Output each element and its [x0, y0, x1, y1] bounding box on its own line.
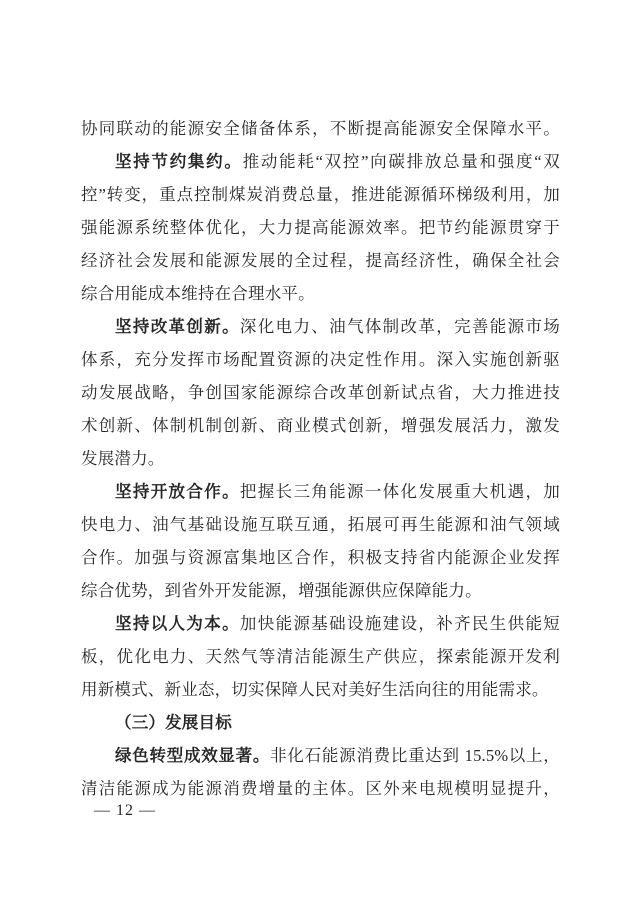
text-line [81, 211, 560, 244]
text-line [81, 574, 560, 607]
text-segment: 合作。加强与资源富集地区合作，积极支持省内能源企业发挥 [81, 548, 560, 567]
text-line [81, 310, 560, 343]
text-segment: 控”转变，重点控制煤炭消费总量，推进能源循环梯级利用，加 [81, 185, 560, 204]
text-line [81, 442, 560, 475]
text-segment: 综合优势，到省外开发能源，增强能源供应保障能力。 [81, 581, 482, 600]
text-segment: 动发展战略，争创国家能源综合改革创新试点省，大力推进技 [81, 383, 560, 402]
text-segment: 协同联动的能源安全储备体系，不断提高能源安全保障水平。 [81, 119, 560, 138]
text-segment: 把握长三角能源一体化发展重大机遇，加 [239, 482, 560, 501]
text-segment: 强能源系统整体优化，大力提高能源效率。把节约能源贯穿于 [81, 218, 560, 237]
text-segment-emphasis: 绿色转型成效显著。 [115, 746, 271, 765]
text-segment: 加快能源基础设施建设，补齐民生供能短 [239, 614, 560, 633]
text-line [81, 343, 560, 376]
text-segment-emphasis: 坚持以人为本。 [115, 614, 240, 633]
document-body [81, 112, 560, 805]
text-line [81, 508, 560, 541]
text-line [81, 409, 560, 442]
page-number: — 12 — [94, 802, 156, 819]
text-line [81, 178, 560, 211]
text-line [81, 541, 560, 574]
text-segment-emphasis: 坚持改革创新。 [115, 317, 240, 336]
text-line [81, 673, 560, 706]
text-segment: 推动能耗“双控”向碳排放总量和强度“双 [242, 152, 560, 171]
text-segment: 用新模式、新业态，切实保障人民对美好生活向往的用能需求。 [81, 680, 549, 699]
text-line [81, 376, 560, 409]
text-segment: 深化电力、油气体制改革，完善能源市场 [239, 317, 560, 336]
text-line [81, 145, 560, 178]
text-segment: 发展潜力。 [81, 449, 165, 468]
text-segment: 术创新、体制机制创新、商业模式创新，增强发展活力，激发 [81, 416, 560, 435]
text-line [81, 607, 560, 640]
text-segment-emphasis: （三）发展目标 [115, 713, 232, 732]
text-segment: 体系，充分发挥市场配置资源的决定性作用。深入实施创新驱 [81, 350, 560, 369]
text-line [81, 244, 560, 277]
text-line [81, 475, 560, 508]
text-segment: 经济社会发展和能源发展的全过程，提高经济性，确保全社会 [81, 251, 560, 270]
text-line [81, 706, 560, 739]
text-line [81, 112, 560, 145]
text-line [81, 277, 560, 310]
text-segment: 非化石能源消费比重达到 15.5%以上， [270, 746, 560, 765]
text-segment: 综合用能成本维持在合理水平。 [81, 284, 315, 303]
text-segment-emphasis: 坚持节约集约。 [115, 152, 243, 171]
text-segment: 快电力、油气基础设施互联互通，拓展可再生能源和油气领域 [81, 515, 560, 534]
text-line [81, 640, 560, 673]
text-segment: 清洁能源成为能源消费增量的主体。区外来电规模明显提升， [81, 779, 560, 798]
text-segment: 板，优化电力、天然气等清洁能源生产供应，探索能源开发利 [81, 647, 560, 666]
text-line [81, 739, 560, 772]
text-segment-emphasis: 坚持开放合作。 [115, 482, 240, 501]
